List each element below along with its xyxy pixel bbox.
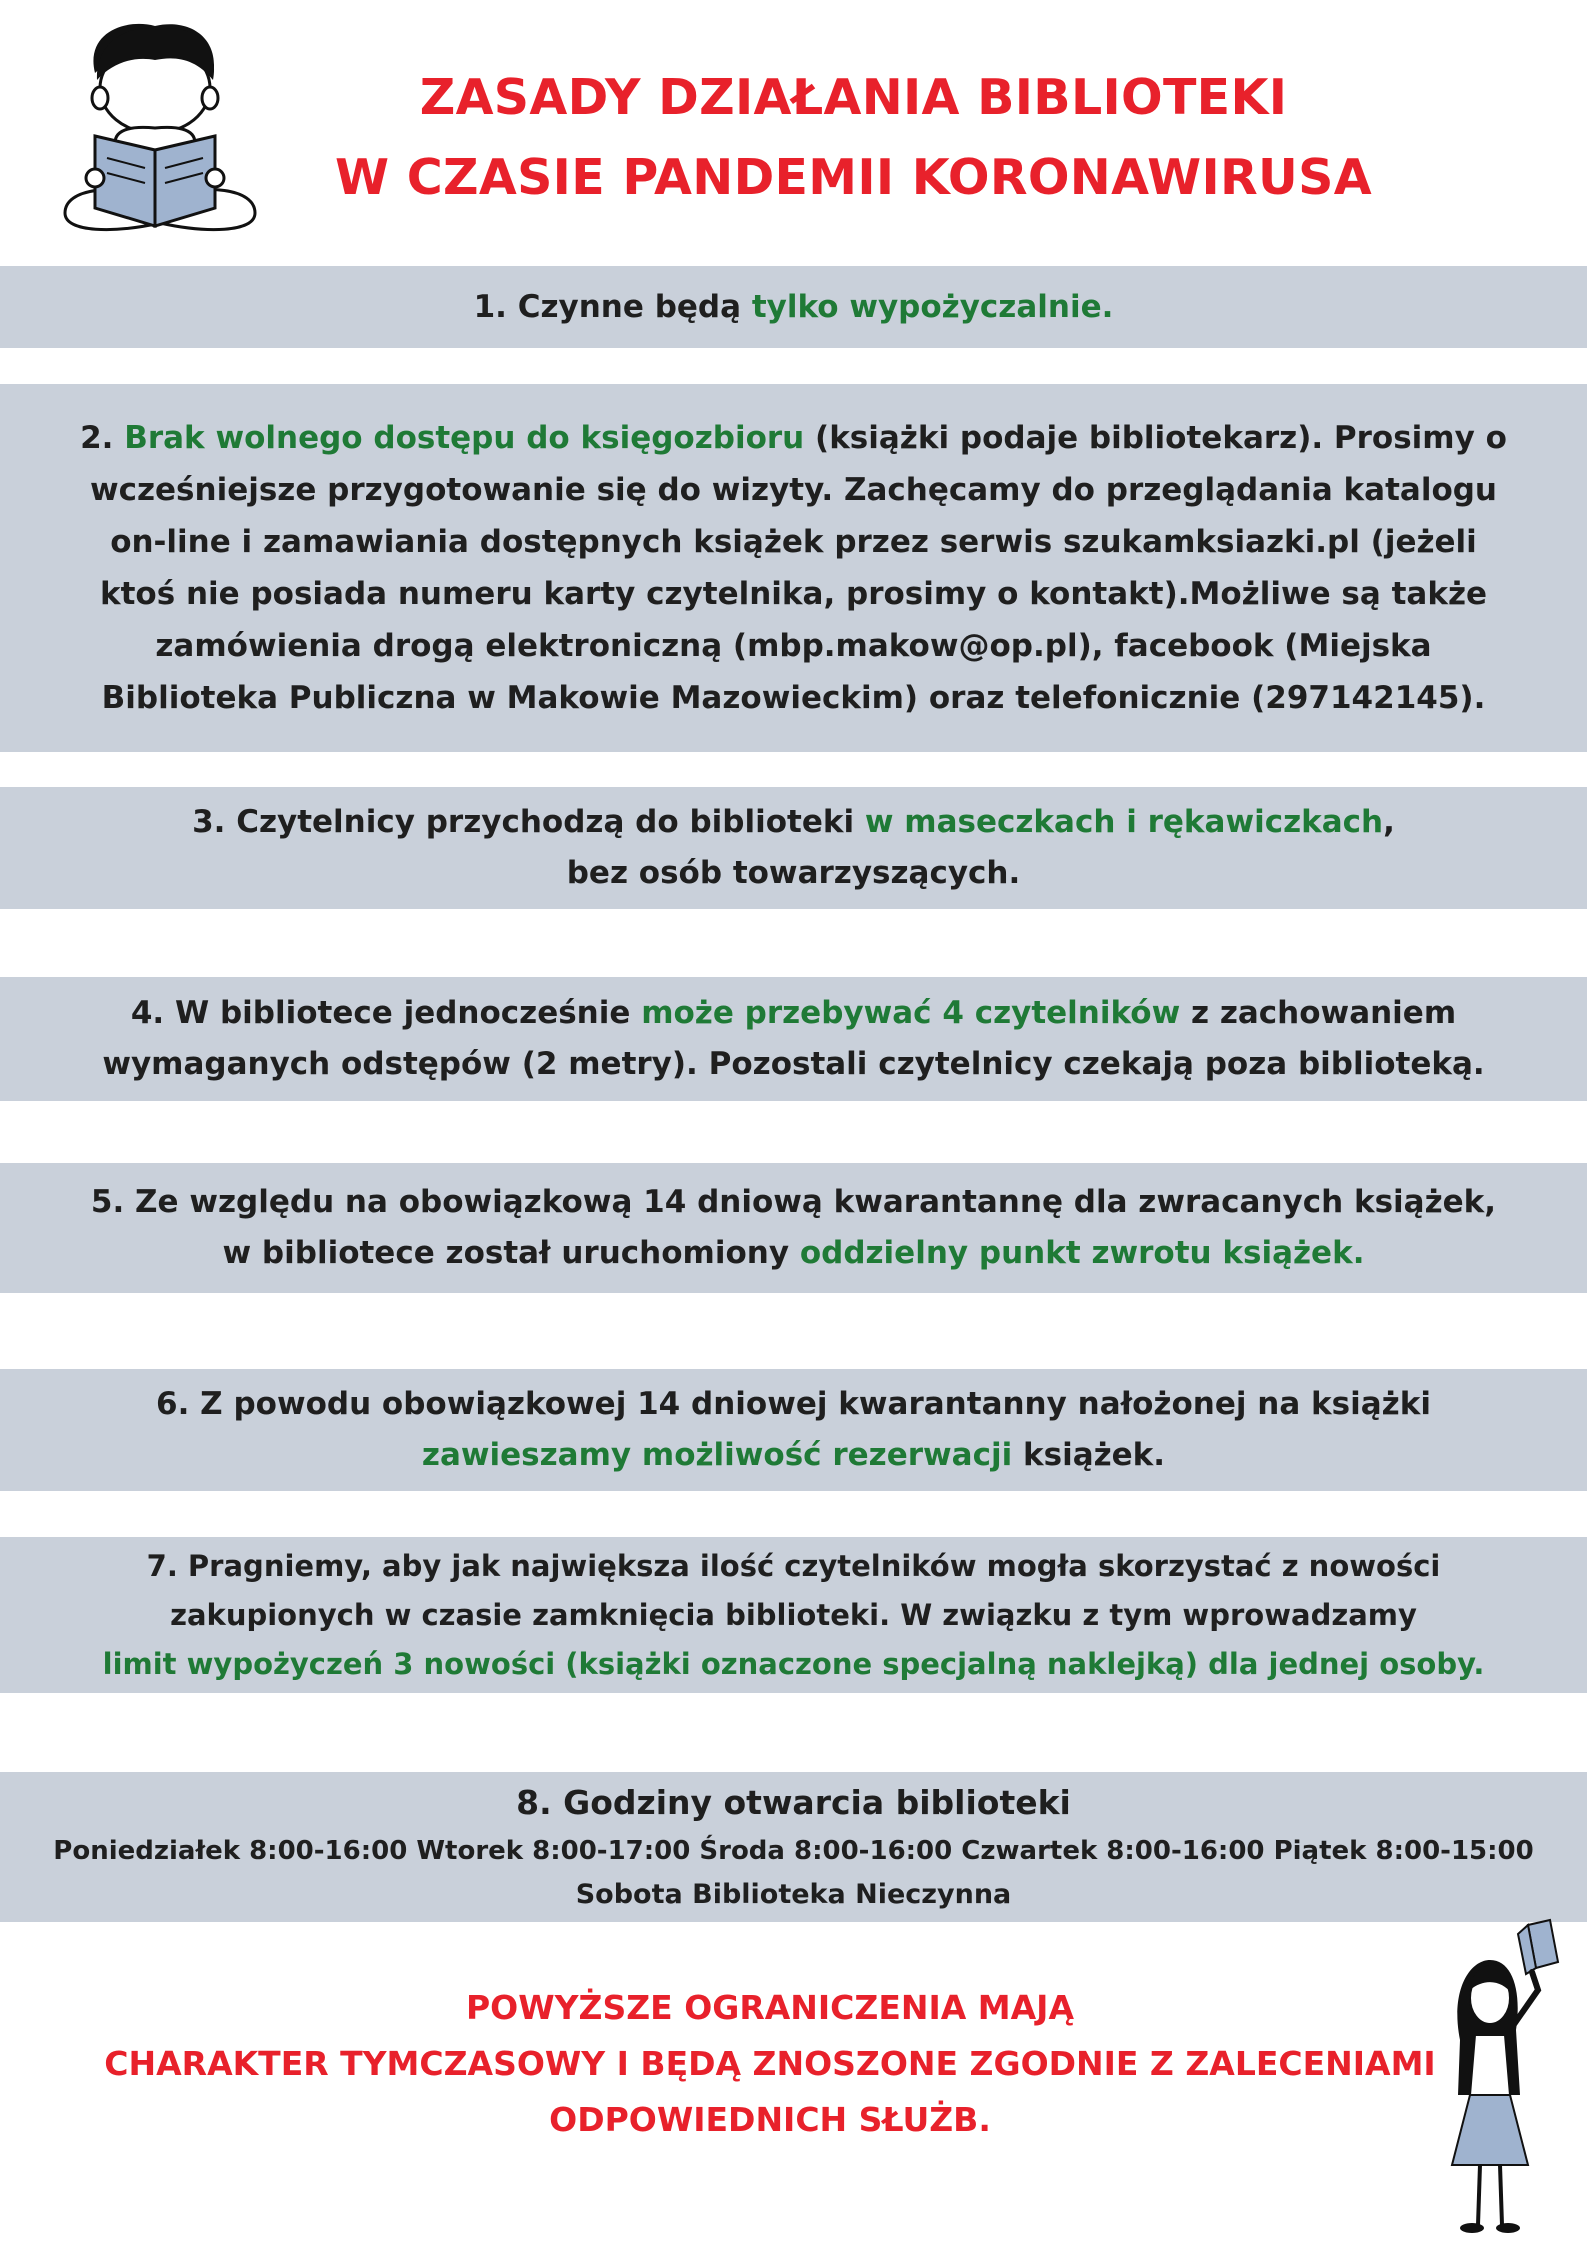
rule-8-band <box>0 1772 1587 1922</box>
rule-2-line-2: wcześniejsze przygotowanie się do wizyty. Zachęcamy do przeglądania katalogu <box>89 472 1498 508</box>
rule-2-line-1: 2. Brak wolnego dostępu do księgozbioru (książki podaje bibliotekarz). Prosimy o <box>80 420 1507 456</box>
rule-2-line-4: ktoś nie posiada numeru karty czytelnika, prosimy o kontakt).Możliwe są także <box>99 576 1488 612</box>
rule-2-band <box>0 384 1587 752</box>
page-title <box>160 58 1547 218</box>
rule-2-line-5: zamówienia drogą elektroniczną (mbp.makow@op.pl), facebook (Miejska <box>155 628 1432 664</box>
footer-line-3: ODPOWIEDNICH SŁUŻB. <box>549 2100 991 2139</box>
rule-4-line-2: wymaganych odstępów (2 metry). Pozostali czytelnicy czekają poza biblioteką. <box>102 1046 1485 1082</box>
opening-hours-weekdays: Poniedziałek 8:00-16:00 Wtorek 8:00-17:00 Środa 8:00-16:00 Czwartek 8:00-16:00 Piątek 8:00-15:00 <box>53 1836 1534 1866</box>
rule-7-band <box>0 1537 1587 1693</box>
rule-6-line-1: 6. Z powodu obowiązkowej 14 dniowej kwarantanny nałożonej na książki <box>156 1386 1431 1422</box>
title-line-2: W CZASIE PANDEMII KORONAWIRUSA <box>335 149 1372 206</box>
title-line-1: ZASADY DZIAŁANIA BIBLIOTEKI <box>419 69 1288 126</box>
rule-4-band <box>0 977 1587 1101</box>
rule-3-line-2: bez osób towarzyszących. <box>566 855 1021 891</box>
rule-2-line-6: Biblioteka Publiczna w Makowie Mazowieckim) oraz telefonicznie (297142145). <box>101 680 1486 716</box>
rule-3-line-1: 3. Czytelnicy przychodzą do biblioteki w maseczkach i rękawiczkach, <box>192 804 1395 840</box>
rule-3-band <box>0 787 1587 909</box>
rule-7-line-1: 7. Pragniemy, aby jak największa ilość czytelników mogła skorzystać z nowości <box>146 1548 1441 1583</box>
rule-2-line-3: on-line i zamawiania dostępnych książek przez serwis szukamksiazki.pl (jeżeli <box>110 524 1477 560</box>
rule-5-band <box>0 1163 1587 1293</box>
footer-notice <box>60 1980 1480 2148</box>
rule-6-line-2: zawieszamy możliwość rezerwacji książek. <box>421 1437 1166 1473</box>
girl-holding-book-illustration <box>1440 1920 1570 2245</box>
rule-7-line-3: limit wypożyczeń 3 nowości (książki oznaczone specjalną naklejką) dla jednej osoby. <box>102 1646 1485 1681</box>
rule-6-band <box>0 1369 1587 1491</box>
rule-7-line-2: zakupionych w czasie zamknięcia biblioteki. W związku z tym wprowadzamy <box>170 1597 1417 1632</box>
footer-line-1: POWYŻSZE OGRANICZENIA MAJĄ <box>466 1988 1074 2027</box>
footer-line-2: CHARAKTER TYMCZASOWY I BĘDĄ ZNOSZONE ZGODNIE Z ZALECENIAMI <box>104 2044 1436 2083</box>
opening-hours-title: 8. Godziny otwarcia biblioteki <box>516 1783 1071 1822</box>
rule-5-line-2: w bibliotece został uruchomiony oddzielny punkt zwrotu książek. <box>222 1235 1365 1271</box>
rule-1-band <box>0 266 1587 348</box>
rule-5-line-1: 5. Ze względu na obowiązkową 14 dniową kwarantannę dla zwracanych książek, <box>90 1184 1497 1220</box>
rule-1-text: 1. Czynne będą tylko wypożyczalnie. <box>473 288 1114 325</box>
rule-4-line-1: 4. W bibliotece jednocześnie może przebywać 4 czytelników z zachowaniem <box>130 995 1457 1031</box>
opening-hours-saturday: Sobota Biblioteka Nieczynna <box>575 1879 1012 1910</box>
